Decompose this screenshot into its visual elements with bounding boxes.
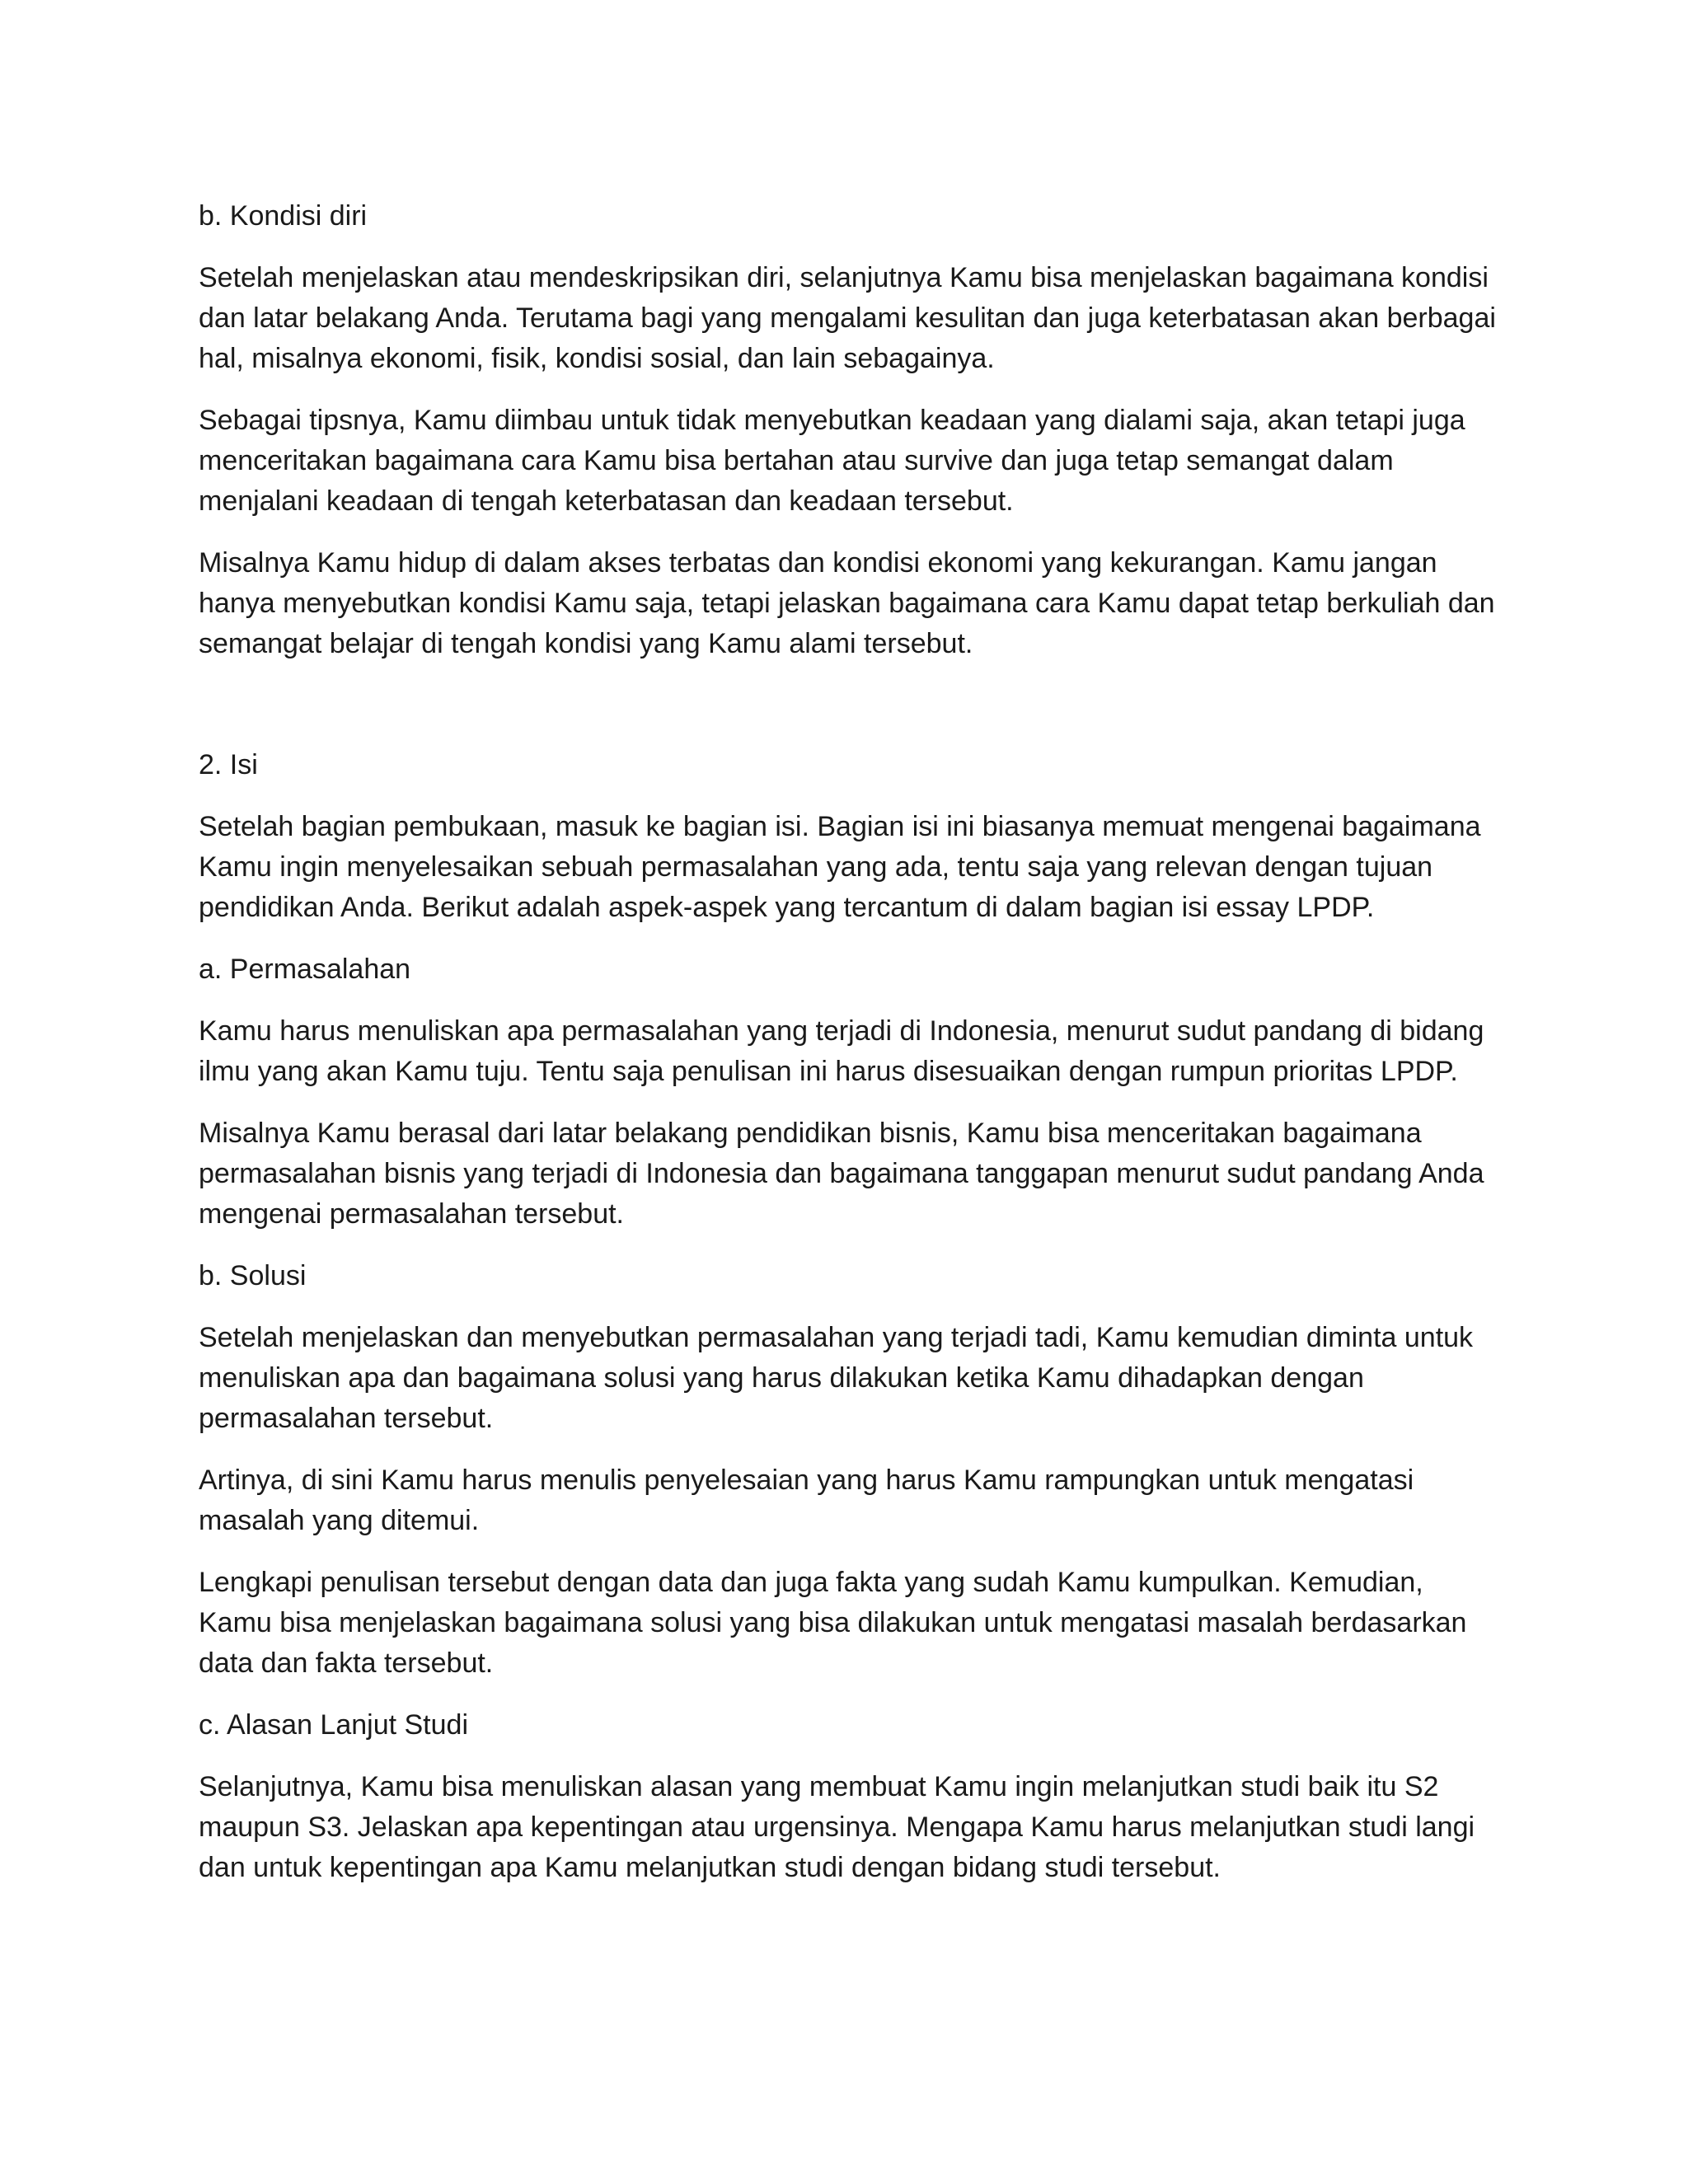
subheading-permasalahan: a. Permasalahan: [199, 954, 411, 985]
paragraph-alasan-1: Selanjutnya, Kamu bisa menuliskan alasan yang membuat Kamu ingin melanjutkan studi baik itu S2 maupun S3. Jelaskan apa kepentingan atau urgensinya. Mengapa Kamu harus melanjutkan studi langi dan untuk kepentingan apa Kamu melanjutkan studi dengan bidang studi tersebut.: [199, 1771, 1475, 1883]
paragraph-kondisi-1: Setelah menjelaskan atau mendeskripsikan diri, selanjutnya Kamu bisa menjelaskan bagaimana kondisi dan latar belakang Anda. Terutama bagi yang mengalami kesulitan dan juga keterbatasan akan berbagai hal, misalnya ekonomi, fisik, kondisi sosial, dan lain sebagainya.: [199, 262, 1496, 374]
paragraph-kondisi-2: Sebagai tipsnya, Kamu diimbau untuk tidak menyebutkan keadaan yang dialami saja, akan tetapi juga menceritakan bagaimana cara Kamu bisa bertahan atau survive dan juga tetap semangat dalam menjalani keadaan di tengah keterbatasan dan keadaan tersebut.: [199, 405, 1465, 517]
paragraph-kondisi-3: Misalnya Kamu hidup di dalam akses terbatas dan kondisi ekonomi yang kekurangan. Kamu jangan hanya menyebutkan kondisi Kamu saja, tetapi jelaskan bagaimana cara Kamu dapat tetap berkuliah dan semangat belajar di tengah kondisi yang Kamu alami tersebut.: [199, 547, 1495, 659]
paragraph-isi-intro: Setelah bagian pembukaan, masuk ke bagian isi. Bagian isi ini biasanya memuat mengenai bagaimana Kamu ingin menyelesaikan sebuah permasalahan yang ada, tentu saja yang relevan dengan tujuan pendidikan Anda. Berikut adalah aspek-aspek yang tercantum di dalam bagian isi essay LPDP.: [199, 811, 1481, 923]
paragraph-permasalahan-1: Kamu harus menuliskan apa permasalahan yang terjadi di Indonesia, menurut sudut pandang di bidang ilmu yang akan Kamu tuju. Tentu saja penulisan ini harus disesuaikan dengan rumpun prioritas LPDP.: [199, 1015, 1484, 1087]
paragraph-solusi-3: Lengkapi penulisan tersebut dengan data dan juga fakta yang sudah Kamu kumpulkan. Kemudian, Kamu bisa menjelaskan bagaimana solusi yang bisa dilakukan untuk mengatasi masalah berdasarkan data dan fakta tersebut.: [199, 1567, 1467, 1679]
subheading-solusi: b. Solusi: [199, 1260, 307, 1291]
paragraph-solusi-1: Setelah menjelaskan dan menyebutkan permasalahan yang terjadi tadi, Kamu kemudian diminta untuk menuliskan apa dan bagaimana solusi yang harus dilakukan ketika Kamu dihadapkan dengan permasalahan tersebut.: [199, 1322, 1474, 1434]
subheading-alasan-lanjut-studi: c. Alasan Lanjut Studi: [199, 1709, 469, 1741]
section-heading-isi: 2. Isi: [199, 749, 258, 780]
paragraph-permasalahan-2: Misalnya Kamu berasal dari latar belakang pendidikan bisnis, Kamu bisa menceritakan bagaimana permasalahan bisnis yang terjadi di Indonesia dan bagaimana tanggapan menurut sudut pandang Anda mengenai permasalahan tersebut.: [199, 1118, 1484, 1230]
paragraph-solusi-2: Artinya, di sini Kamu harus menulis penyelesaian yang harus Kamu rampungkan untuk mengatasi masalah yang ditemui.: [199, 1465, 1414, 1536]
subheading-kondisi-diri: b. Kondisi diri: [199, 200, 368, 232]
document-body: [199, 196, 1501, 1910]
